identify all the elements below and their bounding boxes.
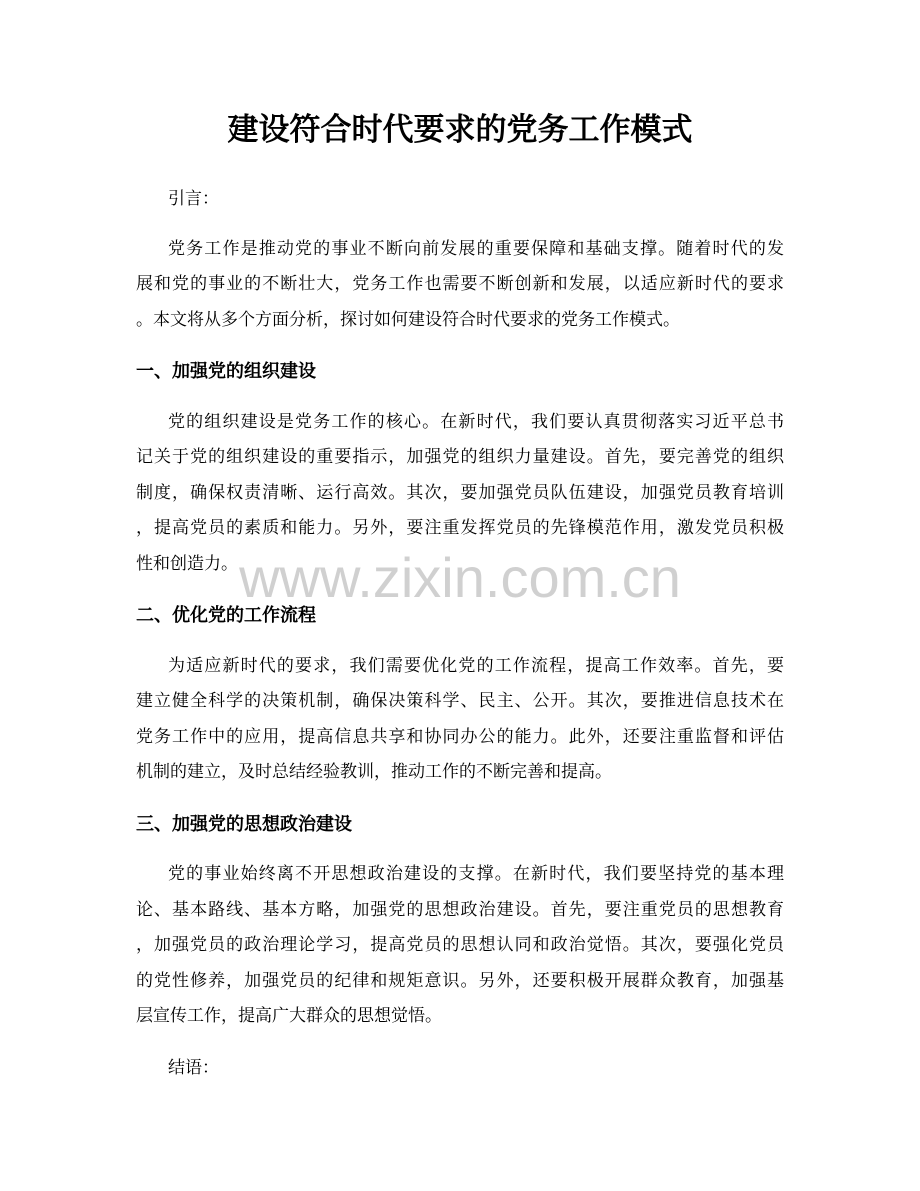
paragraph-line: 党务工作是推动党的事业不断向前发展的重要保障和基础支撑。随着时代的发 [168,238,784,259]
section-heading: 一、加强党的组织建设 [136,361,316,382]
paragraph-line: ，提高党员的素质和能力。另外，要注重发挥党员的先锋模范作用，激发党员积极 [136,518,784,538]
paragraph-line: 的党性修养，加强党员的纪律和规矩意识。另外，还要积极开展群众教育，加强基 [136,970,784,991]
section-paragraph [136,649,784,791]
paragraph-line: 机制的建立，及时总结经验教训，推动工作的不断完善和提高。 [136,762,612,782]
paragraph-line: 展和党的事业的不断壮大，党务工作也需要不断创新和发展，以适应新时代的要求 [136,274,784,294]
paragraph-line: ，加强党员的政治理论学习，提高党员的思想认同和政治觉悟。其次，要强化党员 [136,935,784,955]
intro-label: 引言： [168,189,219,209]
section-heading: 二、优化党的工作流程 [136,605,316,626]
paragraph-line: 性和创造力。 [136,553,238,574]
paragraph-line: 记关于党的组织建设的重要指示，加强党的组织力量建设。首先，要完善党的组织 [136,447,784,467]
paragraph-line: 制度，确保权责清晰、运行高效。其次，要加强党员队伍建设，加强党员教育培训 [136,482,784,503]
paragraph-line: 论、基本路线、基本方略，加强党的思想政治建设。首先，要注重党员的思想教育 [136,899,784,920]
watermark: www.zixin.com.cn [239,546,681,609]
paragraph-line: 层宣传工作，提高广大群众的思想觉悟。 [136,1006,442,1026]
section-heading: 三、加强党的思想政治建设 [136,813,352,835]
conclusion-label: 结语： [168,1057,219,1078]
paragraph-line: 党务工作中的应用，提高信息共享和协同办公的能力。此外，还要注重监督和评估 [136,726,784,747]
paragraph-line: 党的事业始终离不开思想政治建设的支撑。在新时代，我们要坚持党的基本理 [168,864,784,884]
section-paragraph [136,405,784,583]
paragraph-line: 建立健全科学的决策机制，确保决策科学、民主、公开。其次，要推进信息技术在 [136,691,784,711]
paragraph-line: 。本文将从多个方面分析，探讨如何建设符合时代要求的党务工作模式。 [136,309,680,330]
intro-paragraph [136,232,784,339]
paragraph-line: 为适应新时代的要求，我们需要优化党的工作流程，提高工作效率。首先，要 [168,655,784,676]
document-title: 建设符合时代要求的党务工作模式 [227,112,693,148]
document-body [136,0,784,1086]
section-paragraph [136,857,784,1035]
paragraph-line: 党的组织建设是党务工作的核心。在新时代，我们要认真贯彻落实习近平总书 [168,411,784,432]
